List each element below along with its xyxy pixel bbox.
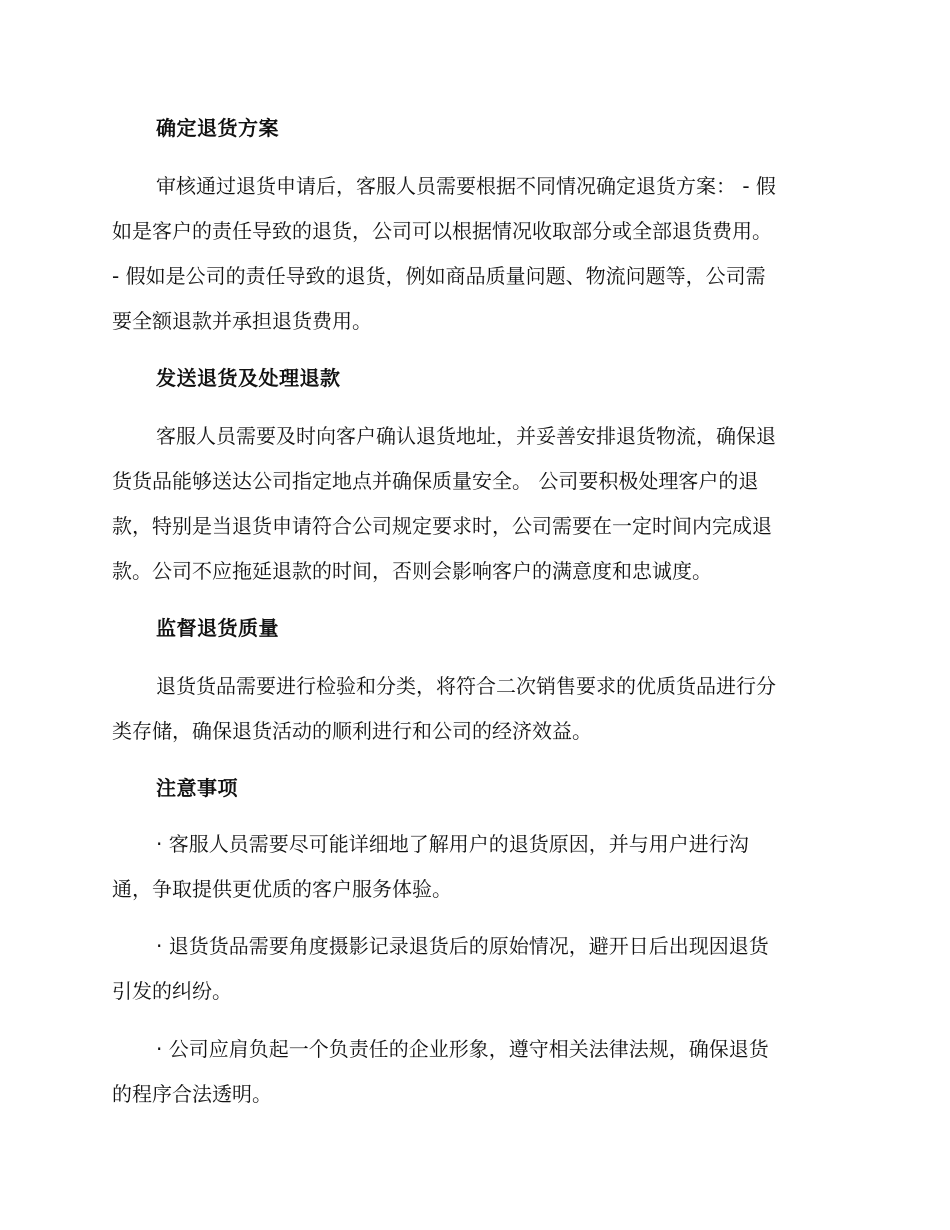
paragraph-line: 要全额退款并承担退货费用。 [112, 309, 372, 333]
paragraph-line: 款，特别是当退货申请符合公司规定要求时，公司需要在一定时间内完成退 [112, 514, 772, 538]
paragraph-line: 审核通过退货申请后，客服人员需要根据不同情况确定退货方案： - 假 [156, 174, 776, 198]
bullet-line: 的程序合法透明。 [112, 1082, 272, 1106]
section-heading-3: 监督退货质量 [156, 616, 279, 640]
paragraph-line: - 假如是公司的责任导致的退货，例如商品质量问题、物流问题等，公司需 [112, 264, 766, 288]
paragraph-line: 款。公司不应拖延退款的时间，否则会影响客户的满意度和忠诚度。 [112, 559, 712, 583]
bullet-line: 通，争取提供更优质的客户服务体验。 [112, 877, 452, 901]
bullet-line: · 退货货品需要角度摄影记录退货后的原始情况，避开日后出现因退货 [156, 934, 769, 958]
paragraph-line: 退货货品需要进行检验和分类，将符合二次销售要求的优质货品进行分 [156, 674, 776, 698]
section-3-paragraph [112, 664, 842, 754]
paragraph-line: 货货品能够送达公司指定地点并确保质量安全。 公司要积极处理客户的退 [112, 469, 759, 493]
paragraph-line: 类存储，确保退货活动的顺利进行和公司的经济效益。 [112, 719, 592, 743]
section-heading-2: 发送退货及处理退款 [156, 366, 341, 390]
section-heading-1: 确定退货方案 [156, 116, 279, 140]
bullet-item-2 [112, 924, 842, 1014]
section-heading-4: 注意事项 [156, 776, 238, 800]
paragraph-line: 如是客户的责任导致的退货，公司可以根据情况收取部分或全部退货费用。 [112, 219, 772, 243]
section-1-paragraph [112, 164, 842, 344]
bullet-line: · 客服人员需要尽可能详细地了解用户的退货原因，并与用户进行沟 [156, 832, 749, 856]
bullet-line: 引发的纠纷。 [112, 979, 232, 1003]
bullet-line: · 公司应肩负起一个负责任的企业形象，遵守相关法律法规，确保退货 [156, 1037, 769, 1061]
section-2-paragraph [112, 414, 842, 594]
bullet-item-1 [112, 822, 842, 912]
paragraph-line: 客服人员需要及时向客户确认退货地址，并妥善安排退货物流，确保退 [156, 424, 776, 448]
bullet-item-3 [112, 1027, 842, 1117]
